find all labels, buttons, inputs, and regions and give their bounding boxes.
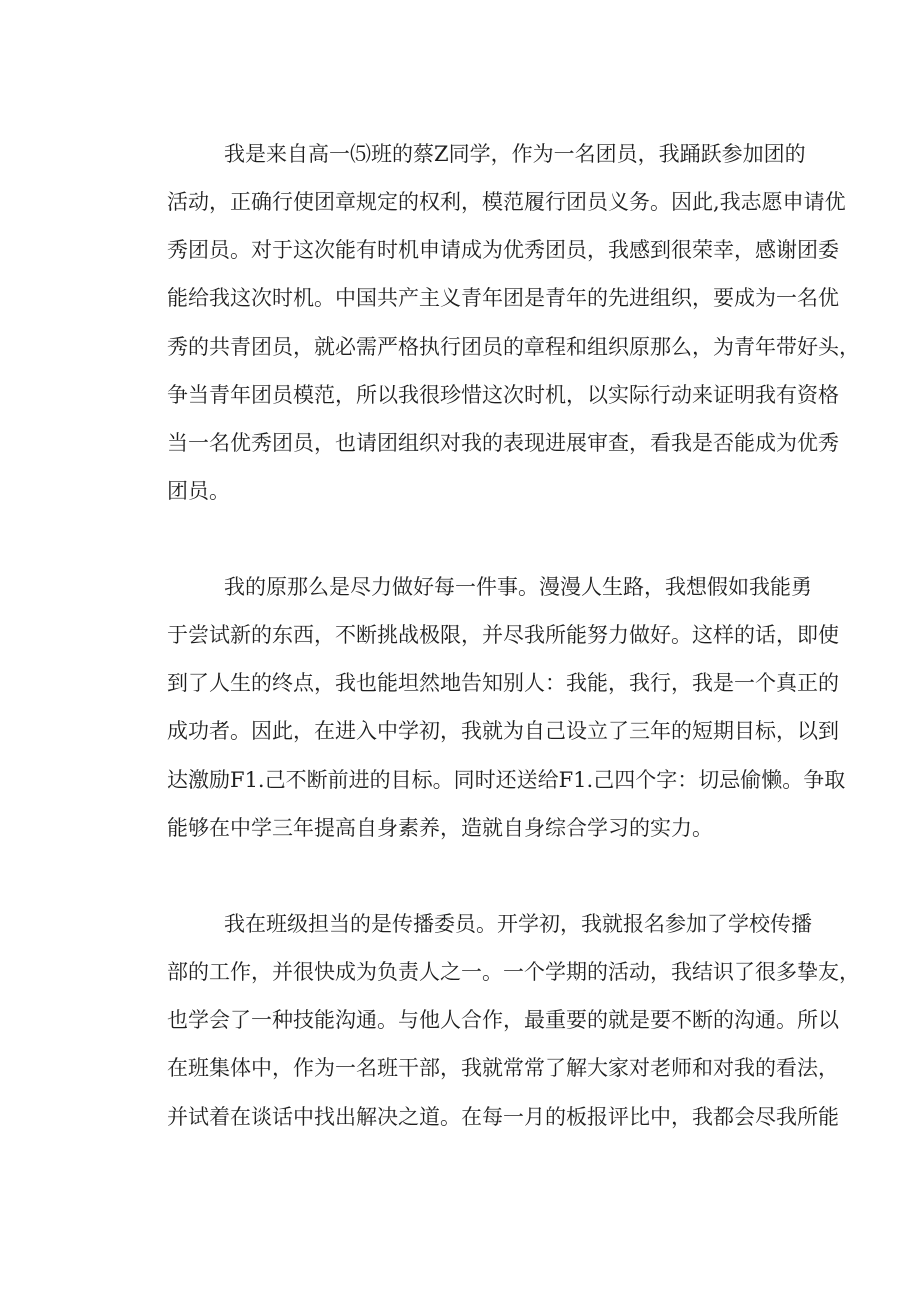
paragraph-line: 也学会了一种技能沟通。与他人合作，最重要的就是要不断的沟通。所以 bbox=[167, 1008, 839, 1032]
paragraph-line: 并试着在谈话中找出解决之道。在每一月的板报评比中，我都会尽我所能 bbox=[167, 1105, 839, 1129]
paragraph-line: 到了人生的终点，我也能坦然地告知别人：我能，我行，我是一个真正的 bbox=[167, 671, 839, 695]
paragraph-line: 能够在中学三年提高自身素养，造就自身综合学习的实力。 bbox=[167, 816, 713, 840]
paragraph-line: 于尝试新的东西，不断挑战极限，并尽我所能努力做好。这样的话，即使 bbox=[167, 623, 839, 647]
paragraph-line: 我是来自高一⑸班的蔡Z同学，作为一名团员，我踊跃参加团的 bbox=[224, 142, 806, 166]
paragraph-line: 达激励F1.己不断前进的目标。同时还送给F1.己四个字：切忌偷懒。争取 bbox=[167, 768, 846, 792]
paragraph-line: 活动，正确行使团章规定的权利，模范履行团员义务。因此,我志愿申请优 bbox=[167, 190, 846, 214]
paragraph-line: 能给我这次时机。中国共产主义青年团是青年的先进组织，要成为一名优 bbox=[167, 286, 839, 310]
paragraph-line: 成功者。因此，在进入中学初，我就为自己设立了三年的短期目标，以到 bbox=[167, 719, 839, 743]
paragraph-line: 秀团员。对于这次能有时机申请成为优秀团员，我感到很荣幸，感谢团委 bbox=[167, 238, 839, 262]
paragraph-line: 我在班级担当的是传播委员。开学初，我就报名参加了学校传播 bbox=[224, 912, 812, 936]
paragraph-line: 团员。 bbox=[167, 479, 230, 503]
paragraph-line: 我的原那么是尽力做好每一件事。漫漫人生路，我想假如我能勇 bbox=[224, 575, 812, 599]
paragraph-line: 在班集体中，作为一名班干部，我就常常了解大家对老师和对我的看法， bbox=[167, 1056, 839, 1080]
paragraph-line: 当一名优秀团员，也请团组织对我的表现进展审查，看我是否能成为优秀 bbox=[167, 431, 839, 455]
paragraph-line: 秀的共青团员，就必需严格执行团员的章程和组织原那么，为青年带好头， bbox=[167, 335, 860, 359]
paragraph-line: 争当青年团员模范，所以我很珍惜这次时机，以实际行动来证明我有资格 bbox=[167, 383, 839, 407]
paragraph-line: 部的工作，并很快成为负责人之一。一个学期的活动，我结识了很多挚友， bbox=[167, 960, 860, 984]
